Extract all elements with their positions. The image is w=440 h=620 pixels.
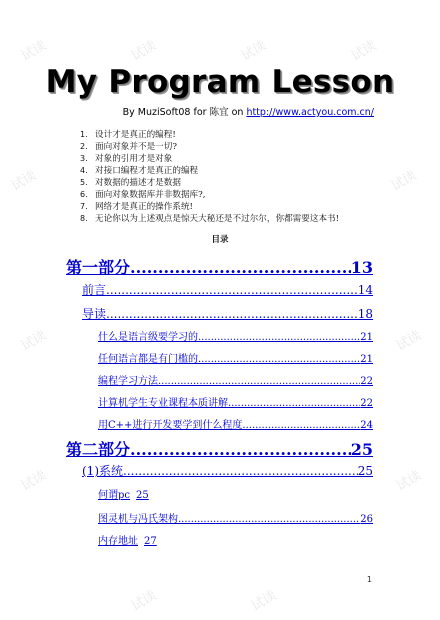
list-item-text: 无论你以为上述观点是惊天大秘还是不过尔尔，你都需要这本书! <box>95 214 340 224</box>
toc-entry-preface[interactable] <box>82 282 373 299</box>
watermark: 试读 <box>388 168 420 195</box>
toc-entry-page: 18 <box>357 307 373 321</box>
toc-entry-title: (1)系统 <box>82 464 123 478</box>
toc-entry-page: 21 <box>360 332 373 343</box>
toc-leader <box>228 397 360 411</box>
toc-leader <box>198 353 360 367</box>
toc-leader <box>158 375 360 389</box>
toc-entry-page: 13 <box>350 258 373 277</box>
watermark: 试读 <box>393 468 425 495</box>
list-number: 1. <box>80 130 88 139</box>
watermark: 试读 <box>128 588 160 615</box>
toc-entry-title: 什么是语言级要学习的 <box>98 332 198 343</box>
toc-leader <box>242 419 360 433</box>
toc-entry-title: 任何语言都是有门槛的 <box>98 354 198 365</box>
toc-leader <box>130 257 351 279</box>
watermark: 试读 <box>18 38 50 65</box>
watermark: 试读 <box>128 38 160 65</box>
toc-entry-title: 第二部分 <box>66 440 131 459</box>
list-number: 5. <box>80 178 88 187</box>
toc-entry-what-is-pc[interactable] <box>98 489 373 503</box>
toc-entry-page: 25 <box>357 464 373 478</box>
toc-leader <box>123 463 358 480</box>
toc-leader <box>106 306 358 323</box>
list-number: 4. <box>80 166 88 175</box>
list-item-text: 网络才是真正的操作系统! <box>95 202 193 212</box>
toc-entry-memory-address[interactable] <box>98 535 373 549</box>
list-number: 7. <box>80 202 88 211</box>
watermark: 试读 <box>8 168 40 195</box>
toc-entry-page: 27 <box>144 536 157 547</box>
list-item-text: 对象的引用才是对象 <box>95 154 173 164</box>
toc-entry-page: 14 <box>357 283 373 297</box>
watermark: 试读 <box>238 38 270 65</box>
toc-entry-cs-courses[interactable] <box>98 397 373 411</box>
list-item-text: 面向对象并不是一切? <box>95 142 177 152</box>
toc-entry-cpp-level[interactable] <box>98 419 373 433</box>
watermark: 试读 <box>248 588 280 615</box>
website-link[interactable]: http://www.actyou.com.cn/ <box>246 107 374 118</box>
toc-entry-what-to-learn[interactable] <box>98 331 373 345</box>
list-number: 2. <box>80 142 88 151</box>
toc-entry-title: 导读 <box>82 307 107 321</box>
toc-entry-title: 第一部分 <box>66 258 131 277</box>
watermark: 试读 <box>348 38 380 65</box>
watermark: 试读 <box>393 328 425 355</box>
toc-leader <box>106 282 358 299</box>
document-title: My Program Lesson <box>45 64 395 100</box>
toc-entry-threshold[interactable] <box>98 353 373 367</box>
list-item-text: 面向对象数据库并非数据库?, <box>95 190 206 200</box>
toc-entry-part-1[interactable] <box>66 257 373 279</box>
watermark: 试读 <box>18 468 50 495</box>
toc-entry-page: 26 <box>360 514 373 525</box>
toc-entry-page: 25 <box>350 440 373 459</box>
toc-entry-turing-von-neumann[interactable] <box>98 513 373 527</box>
toc-entry-title: 用C++进行开发要学到什么程度 <box>98 420 243 431</box>
toc-entry-guide[interactable] <box>82 306 373 323</box>
toc-entry-study-method[interactable] <box>98 375 373 389</box>
toc-leader <box>198 331 360 345</box>
toc-leader <box>178 513 360 527</box>
toc-entry-title: 内存地址 <box>98 536 138 547</box>
list-number: 3. <box>80 154 88 163</box>
list-number: 6. <box>80 190 88 199</box>
toc-entry-title: 前言 <box>82 283 107 297</box>
toc-entry-page: 22 <box>360 376 373 387</box>
list-item-text: 对数据的描述才是数据 <box>95 178 181 188</box>
toc-entry-title: 编程学习方法 <box>98 376 158 387</box>
toc-entry-title: 计算机学生专业课程本质讲解 <box>98 398 228 409</box>
watermark: 试读 <box>18 328 50 355</box>
page-number: 1 <box>366 575 372 584</box>
toc-entry-system[interactable] <box>82 463 373 480</box>
toc-entry-page: 21 <box>360 354 373 365</box>
toc-entry-page: 25 <box>136 490 149 501</box>
list-number: 8. <box>80 214 88 223</box>
toc-entry-part-2[interactable] <box>66 439 373 461</box>
toc-entry-page: 24 <box>360 420 373 431</box>
list-item-text: 设计才是真正的编程! <box>95 130 176 140</box>
toc-entry-title: 何谓pc <box>98 490 131 501</box>
byline-text: By MuziSoft08 for 陈宜 on <box>122 107 247 118</box>
toc-entry-title: 图灵机与冯氏架构 <box>98 514 178 525</box>
toc-entry-page: 22 <box>360 398 373 409</box>
list-item-text: 对接口编程才是真正的编程 <box>95 166 199 176</box>
toc-heading: 目录 <box>211 235 229 245</box>
toc-leader <box>130 439 351 461</box>
